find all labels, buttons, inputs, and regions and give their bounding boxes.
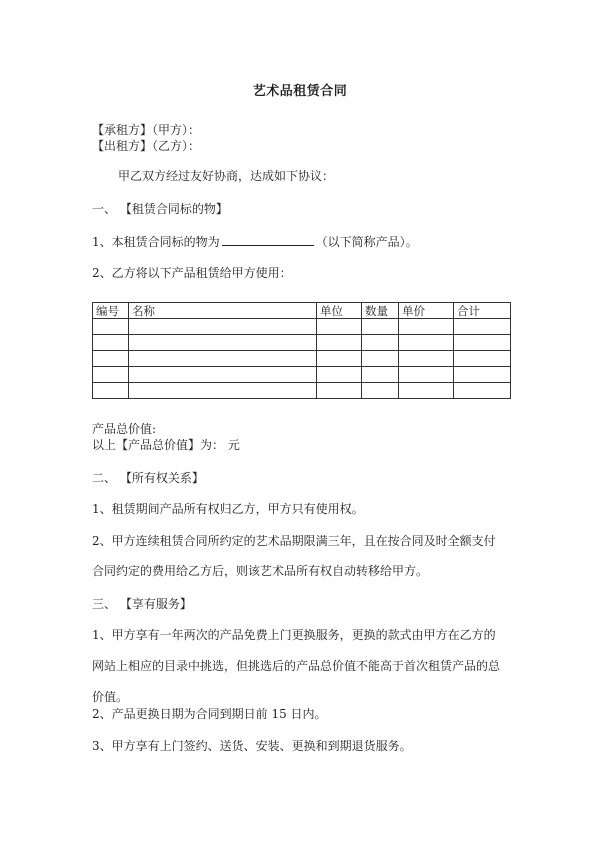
table-cell[interactable] [317,319,362,335]
table-cell[interactable] [454,335,511,351]
col-header-unit: 单位 [317,303,362,319]
table-cell[interactable] [317,335,362,351]
table-cell[interactable] [454,383,511,399]
col-header-quantity: 数量 [362,303,399,319]
table-cell[interactable] [362,383,399,399]
section-3-item-2: 2、产品更换日期为合同到期日前 15 日内。 [92,707,327,721]
section-2-item-1: 1、租赁期间产品所有权归乙方，甲方只有使用权。 [92,502,364,516]
table-cell[interactable] [362,351,399,367]
item-1-text-before: 1、本租赁合同标的物为 [92,235,220,249]
section-3-item-1-line-1: 1、甲方享有一年两次的产品免费上门更换服务，更换的款式由甲方在乙方的 [92,628,496,642]
table-cell[interactable] [317,367,362,383]
table-cell[interactable] [399,335,454,351]
table-row [93,351,511,367]
table-header-row [93,303,511,319]
table-cell[interactable] [129,319,317,335]
table-cell[interactable] [362,367,399,383]
table-cell[interactable] [317,351,362,367]
intro-paragraph: 甲乙双方经过友好协商，达成如下协议： [118,169,335,183]
table-cell[interactable] [129,351,317,367]
table-row [93,319,511,335]
table-cell[interactable] [454,319,511,335]
section-1-item-2: 2、乙方将以下产品租赁给甲方使用： [92,266,292,280]
section-1-heading: 一、 【租赁合同标的物】 [92,202,228,216]
table-cell[interactable] [399,351,454,367]
table-cell[interactable] [399,367,454,383]
section-1-item-1 [92,233,418,250]
table-cell[interactable] [399,319,454,335]
col-header-total: 合计 [454,303,511,319]
table-cell[interactable] [362,335,399,351]
item-1-text-after: （以下简称产品）。 [315,235,418,249]
section-3-item-3: 3、甲方享有上门签约、送货、安装、更换和到期退货服务。 [92,739,412,753]
table-cell[interactable] [454,351,511,367]
subject-blank-field[interactable] [222,233,314,246]
table-cell[interactable] [129,367,317,383]
lessee-line: 【承租方】（甲方）： [92,123,201,137]
section-2-item-2-line-2: 合同约定的费用给乙方后，则该艺术品所有权自动转移给甲方。 [92,564,429,578]
col-header-unit-price: 单价 [399,303,454,319]
table-cell[interactable] [399,383,454,399]
section-2-heading: 二、 【所有权关系】 [92,471,204,485]
col-header-number: 编号 [93,303,129,319]
table-cell[interactable] [317,383,362,399]
table-cell[interactable] [93,367,129,383]
table-cell[interactable] [129,335,317,351]
section-3-item-1-line-3: 价值。 [92,690,129,704]
section-2-item-2-line-1: 2、甲方连续租赁合同所约定的艺术品期限满三年，且在按合同及时全额支付 [92,534,496,548]
section-3-item-1-line-2: 网站上相应的目录中挑选，但挑选后的产品总价值不能高于首次租赁产品的总 [92,659,501,673]
col-header-name: 名称 [129,303,317,319]
table-cell[interactable] [454,367,511,383]
table-cell[interactable] [129,383,317,399]
table-cell[interactable] [93,319,129,335]
total-value-line: 以上【产品总价值】为： 元 [92,438,240,452]
table-cell[interactable] [93,383,129,399]
product-table [92,302,511,399]
section-3-heading: 三、 【享有服务】 [92,597,192,611]
total-value-label: 产品总价值: [92,422,157,436]
lessor-line: 【出租方】（乙方）： [92,139,201,153]
table-cell[interactable] [362,319,399,335]
table-row [93,367,511,383]
table-cell[interactable] [93,351,129,367]
table-cell[interactable] [93,335,129,351]
document-title: 艺术品租赁合同 [252,84,348,99]
table-row [93,335,511,351]
table-row [93,383,511,399]
